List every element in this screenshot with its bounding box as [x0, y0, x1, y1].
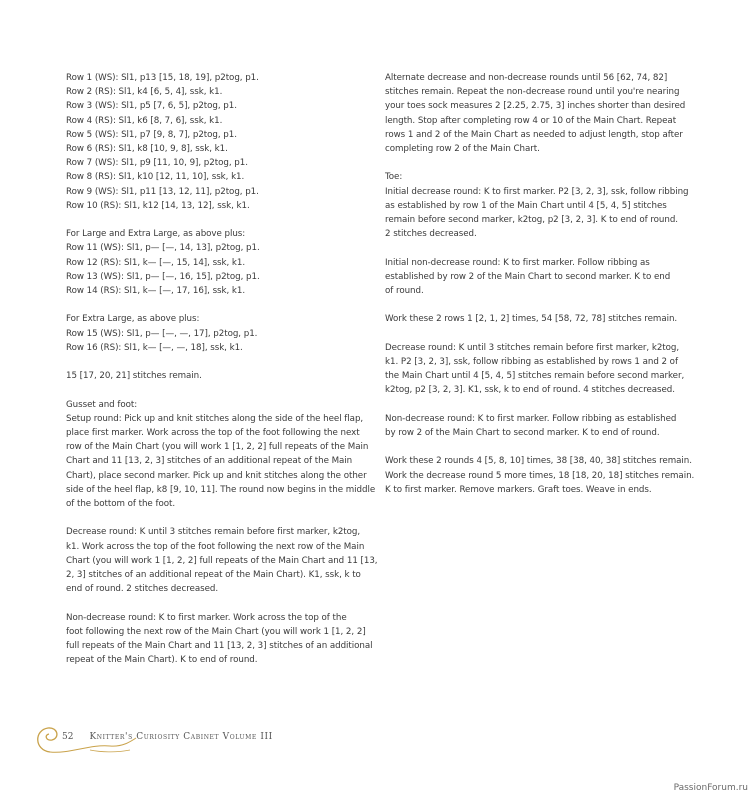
row-line: Row 15 (WS): Sl1, p— [—, —, 17], p2tog, p1. [66, 328, 258, 339]
stitches-remain: 15 [17, 20, 21] stitches remain. [66, 371, 202, 382]
row-line: Row 11 (WS): Sl1, p— [—, 14, 13], p2tog, p1. [66, 243, 260, 254]
row-line: Row 8 (RS): Sl1, k10 [12, 11, 10], ssk, k1. [66, 172, 245, 183]
book-title: Knitter's Curiosity Cabinet Volume III [89, 732, 273, 742]
final-paragraph: Work these 2 rounds 4 [5, 8, 10] times, 38 [38, 40, 38] stitches remain. Work the decrease round 5 more times, 18 [18, 20, 18] stitches remain. K to first marker. Remove markers. Graft toes. Weave in ends. [385, 456, 695, 495]
row-line: Row 3 (WS): Sl1, p5 [7, 6, 5], p2tog, p1. [66, 101, 237, 112]
decrease-round-paragraph: Decrease round: K until 3 stitches remain before first marker, k2tog, k1. Work across the top of the foot following the next row of the Main Chart (you will work 1 [1, 2, 2] full repeats of the Main Chart and 11 [13, 2, 3] stitches of an additional repeat of the Main Chart). K1, ssk, k to end of round. 2 stitches decreased. [66, 527, 378, 595]
page-number: 52 [62, 732, 74, 742]
watermark-text: PassionForum.ru [673, 783, 748, 793]
page-footer [30, 732, 273, 742]
row-line: Row 5 (WS): Sl1, p7 [9, 8, 7], p2tog, p1. [66, 129, 237, 140]
initial-non-decrease-paragraph: Initial non-decrease round: K to first marker. Follow ribbing as established by row 2 of the Main Chart to second marker. K to end of round. [385, 257, 671, 297]
toe-heading: Toe: [385, 172, 403, 183]
row-line: Row 6 (RS): Sl1, k8 [10, 9, 8], ssk, k1. [66, 144, 228, 155]
heel-rows [66, 71, 370, 213]
row-line: Row 1 (WS): Sl1, p13 [15, 18, 19], p2tog, p1. [66, 73, 259, 83]
row-line: Row 13 (WS): Sl1, p— [—, 16, 15], p2tog, p1. [66, 271, 260, 282]
row-line: Row 12 (RS): Sl1, k— [—, 15, 14], ssk, k1. [66, 257, 246, 268]
toe-decrease-paragraph: Decrease round: K until 3 stitches remain before first marker, k2tog, k1. P2 [3, 2, 3], ssk, follow ribbing as established by rows 1 and 2 of the Main Chart until 4 [5, 4, 5] stitches remain before second marker, k2tog, p2 [3, 2, 3]. K1, ssk, k to end of round. 4 stitches decreased. [385, 342, 685, 396]
alternate-rounds-paragraph: Alternate decrease and non-decrease rounds until 56 [62, 74, 82] stitches remain. Repeat the non-decrease round until you're nearing your toes sock measures 2 [2.25, 2.75, 3] inches shorter than desired length. Stop after completing row 4 or 10 of the Main Chart. Repeat rows 1 and 2 of the Main Chart as needed to adjust length, stop after completing row 2 of the Main Chart. [385, 73, 686, 155]
setup-round-paragraph: Setup round: Pick up and knit stitches along the side of the heel flap, place first marker. Work across the top of the foot following the next row of the Main Chart (you will work 1 [1, 2, 2] full repeats of the Main Chart and 11 [13, 2, 3] stitches of an additional repeat of the Main Chart), place second marker. Pick up and knit stitches along the other side of the heel flap, k8 [9, 10, 11]. The round now begins in the middle of the bottom of the foot. [66, 413, 376, 510]
row-line: Row 14 (RS): Sl1, k— [—, 17, 16], ssk, k1. [66, 286, 246, 297]
right-column [385, 71, 695, 497]
row-line: Row 9 (WS): Sl1, p11 [13, 12, 11], p2tog, p1. [66, 186, 259, 197]
xl-size-heading: For Extra Large, as above plus: [66, 314, 200, 325]
left-column [66, 71, 378, 667]
row-line: Row 16 (RS): Sl1, k— [—, —, 18], ssk, k1. [66, 342, 243, 353]
gusset-heading: Gusset and foot: [66, 399, 138, 410]
non-decrease-round-paragraph: Non-decrease round: K to first marker. Work across the top of the foot following the next row of the Main Chart (you will work 1 [1, 2, 2] full repeats of the Main Chart and 11 [13, 2, 3] stitches of an additional repeat of the Main Chart). K to end of round. [66, 612, 373, 666]
work-these-rows: Work these 2 rows 1 [2, 1, 2] times, 54 [58, 72, 78] stitches remain. [385, 314, 678, 325]
row-line: Row 10 (RS): Sl1, k12 [14, 13, 12], ssk, k1. [66, 200, 250, 211]
toe-non-decrease-paragraph: Non-decrease round: K to first marker. Follow ribbing as established by row 2 of the Main Chart to second marker. K to end of round. [385, 413, 677, 438]
row-line: Row 4 (RS): Sl1, k6 [8, 7, 6], ssk, k1. [66, 115, 223, 126]
large-sizes-heading: For Large and Extra Large, as above plus: [66, 229, 246, 240]
row-line: Row 7 (WS): Sl1, p9 [11, 10, 9], p2tog, p1. [66, 158, 248, 169]
row-line: Row 2 (RS): Sl1, k4 [6, 5, 4], ssk, k1. [66, 87, 223, 98]
initial-decrease-paragraph: Initial decrease round: K to first marker. P2 [3, 2, 3], ssk, follow ribbing as established by row 1 of the Main Chart until 4 [5, 4, 5] stitches remain before second marker, k2tog, p2 [3, 2, 3]. K to end of round. 2 stitches decreased. [385, 186, 689, 240]
